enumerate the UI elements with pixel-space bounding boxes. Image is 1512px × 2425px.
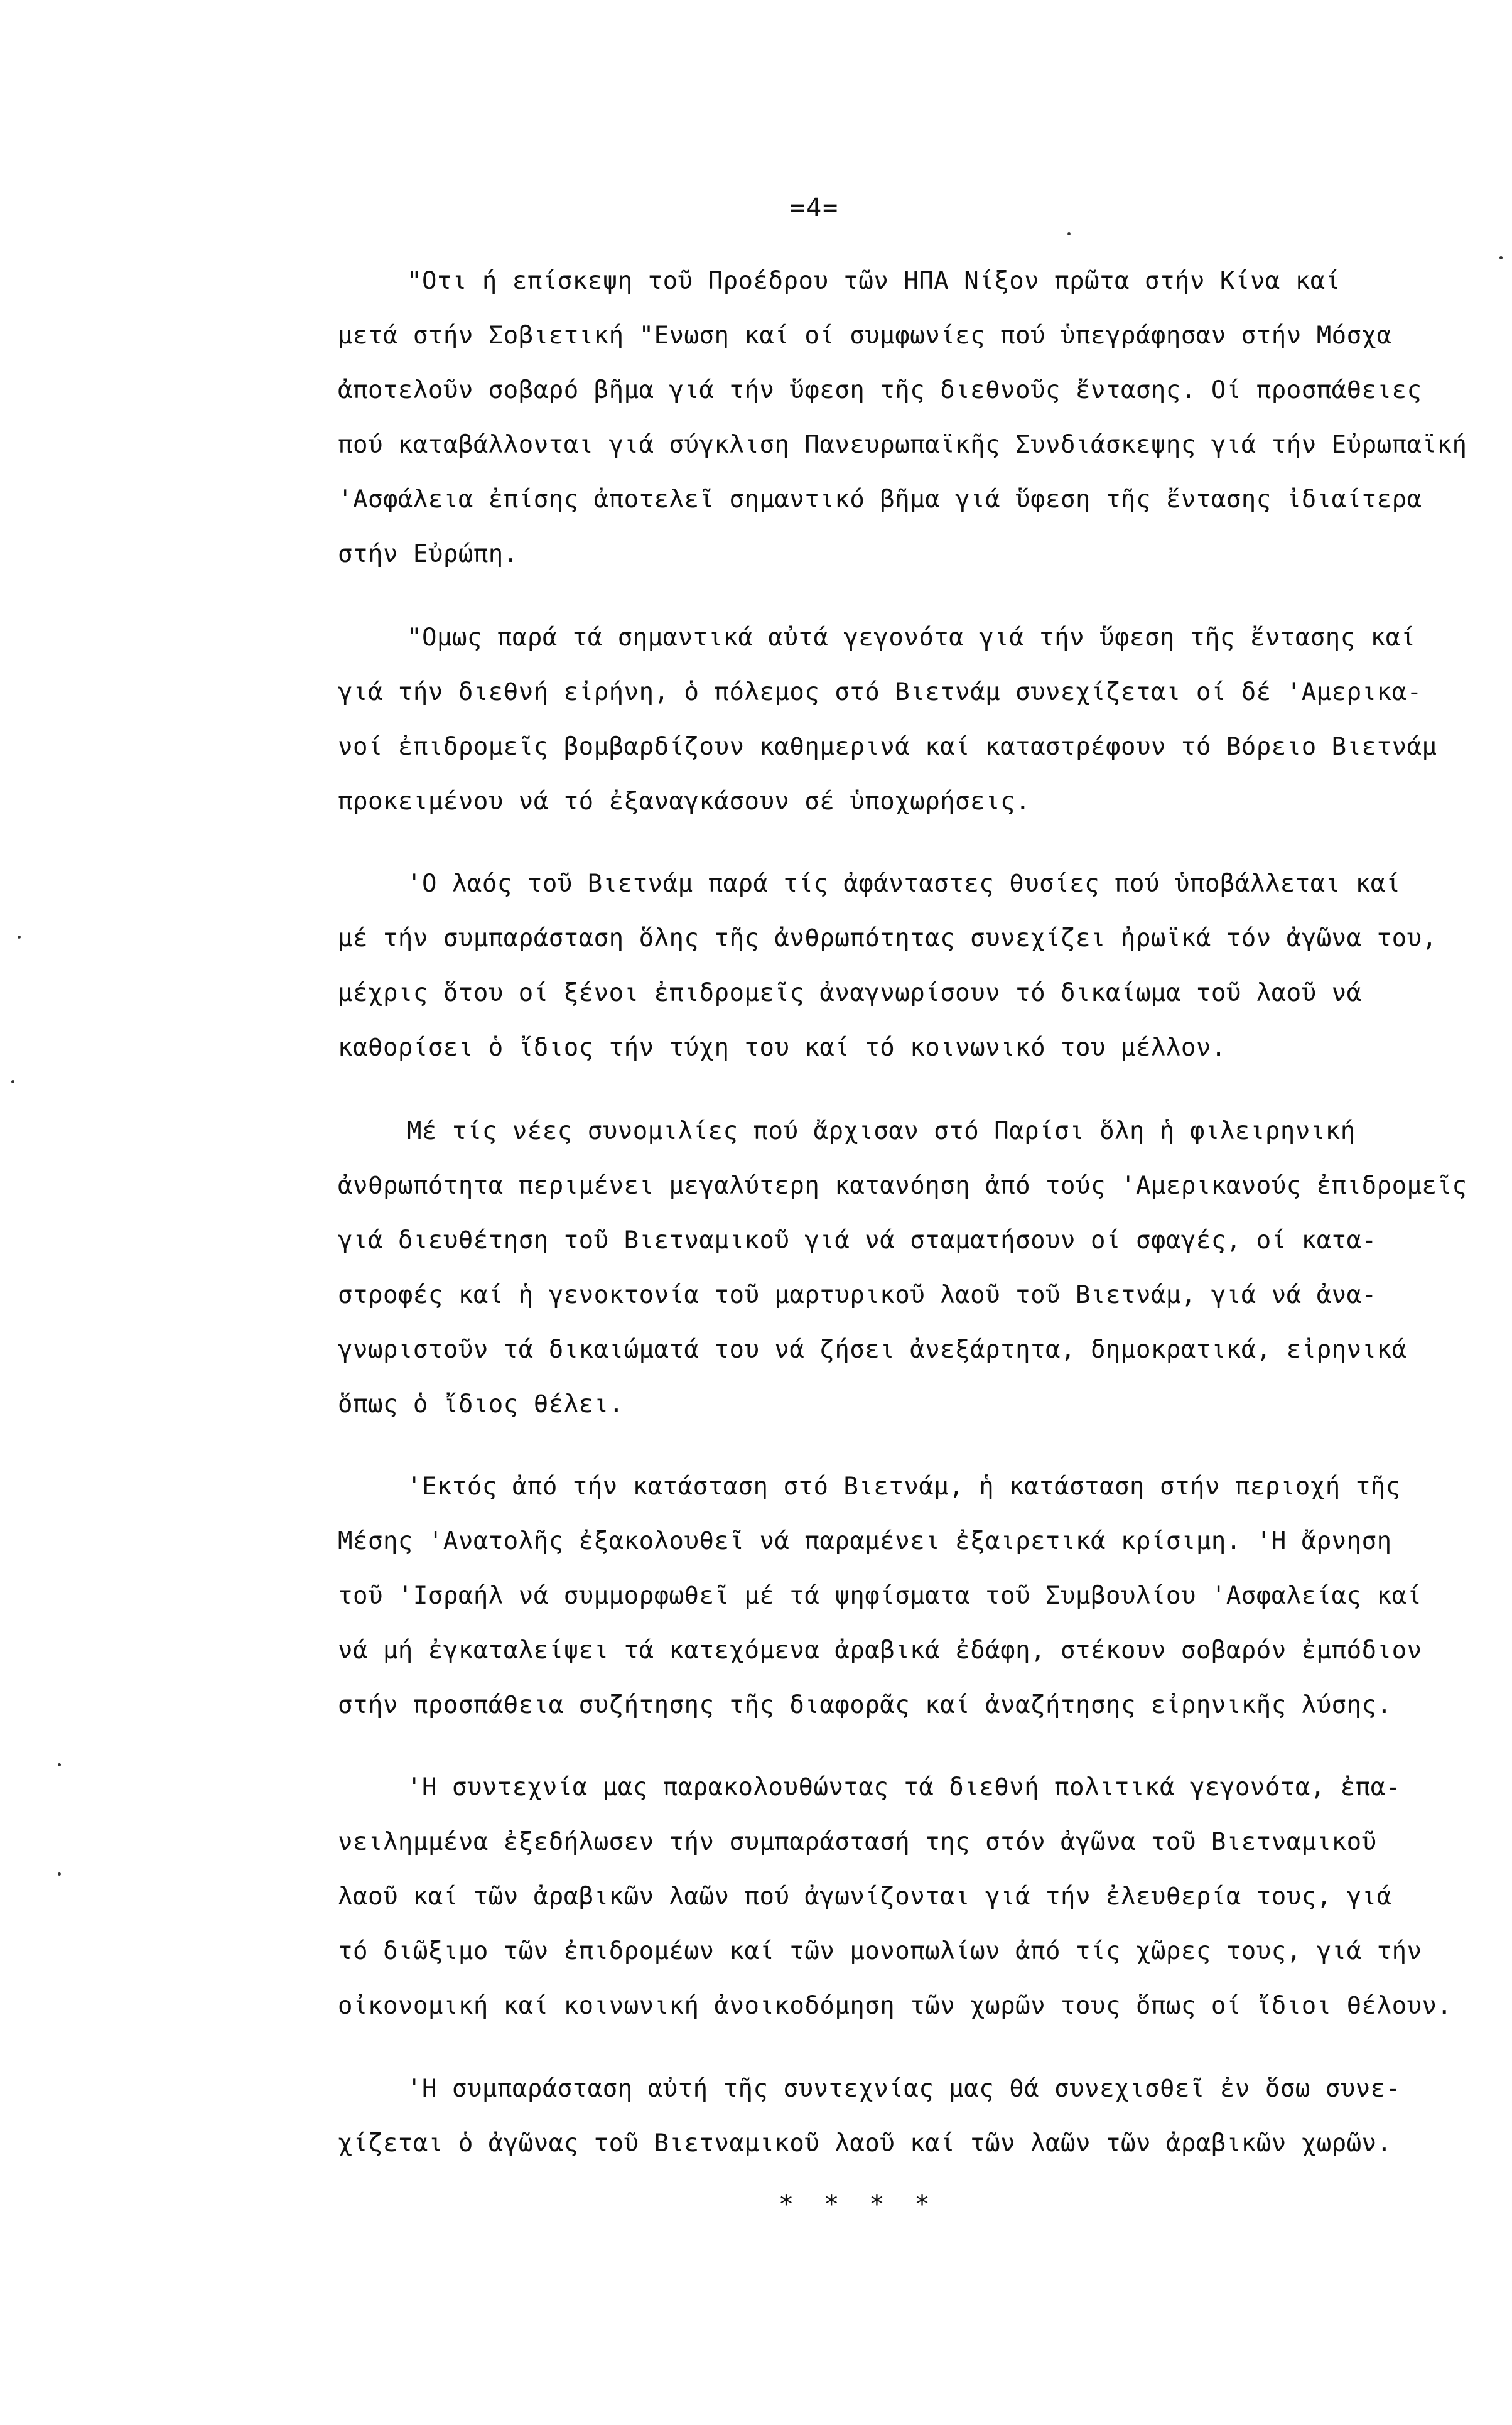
scan-speck [1067,232,1071,235]
paragraph-1-line-2: μετά στήν Σοβιετική "Ενωση καί οί συμφωνίες πού ὑπεγράφησαν στήν Μόσχα [338,321,1392,350]
scan-speck [11,1080,14,1083]
paragraph-3-line-3: μέχρις ὅτου οί ξένοι ἐπιδρομεῖς ἀναγνωρίσουν τό δικαίωμα τοῦ λαοῦ νά [338,979,1362,1007]
scan-speck [18,936,21,939]
paragraph-4-line-2: ἀνθρωπότητα περιμένει μεγαλύτερη κατανόηση ἀπό τούς 'Αμερικανούς ἐπιδρομεῖς [338,1172,1467,1200]
paragraph-6-line-5: οἰκονομική καί κοινωνική ἀνοικοδόμηση τῶν χωρῶν τους ὅπως οί ἴδιοι θέλουν. [338,1992,1452,2020]
scan-speck [1499,256,1503,259]
scan-speck [58,1763,61,1766]
paragraph-1-line-3: ἀποτελοῦν σοβαρό βῆμα γιά τήν ὕφεση τῆς διεθνοῦς ἔντασης. Οί προσπάθειες [338,376,1422,404]
paragraph-4-line-4: στροφές καί ἡ γενοκτονία τοῦ μαρτυρικοῦ λαοῦ τοῦ Βιετνάμ, γιά νά ἀνα- [338,1281,1377,1309]
paragraph-2-line-4: προκειμένου νά τό ἐξαναγκάσουν σέ ὑποχωρήσεις. [338,787,1031,816]
paragraph-2-line-2: γιά τήν διεθνή εἰρήνη, ὁ πόλεμος στό Βιετνάμ συνεχίζεται οί δέ 'Αμερικα- [338,678,1422,706]
paragraph-7-line-2: χίζεται ὁ ἀγῶνας τοῦ Βιετναμικοῦ λαοῦ καί τῶν λαῶν τῶν ἀραβικῶν χωρῶν. [338,2129,1392,2158]
paragraph-4-line-6: ὅπως ὁ ἴδιος θέλει. [338,1390,624,1418]
paragraph-6-line-1: 'Η συντεχνία μας παρακολουθώντας τά διεθνή πολιτικά γεγονότα, ἐπα- [407,1773,1401,1801]
paragraph-3-line-4: καθορίσει ὁ ἴδιος τήν τύχη του καί τό κοινωνικό του μέλλον. [338,1034,1226,1062]
paragraph-7-line-1: 'Η συμπαράσταση αὐτή τῆς συντεχνίας μας θά συνεχισθεῖ ἐν ὅσω συνε- [407,2075,1401,2103]
paragraph-5-line-5: στήν προσπάθεια συζήτησης τῆς διαφορᾶς καί ἀναζήτησης εἰρηνικῆς λύσης. [338,1691,1392,1719]
paragraph-5-line-3: τοῦ 'Ισραήλ νά συμμορφωθεῖ μέ τά ψηφίσματα τοῦ Συμβουλίου 'Ασφαλείας καί [338,1582,1422,1610]
closing-asterisks: * * * * [779,2190,937,2219]
paragraph-6-line-4: τό διῶξιμο τῶν ἐπιδρομέων καί τῶν μονοπωλίων ἀπό τίς χῶρες τους, γιά τήν [338,1937,1422,1965]
paragraph-1-line-6: στήν Εὐρώπη. [338,540,519,568]
paragraph-6-line-3: λαοῦ καί τῶν ἀραβικῶν λαῶν πού ἀγωνίζονται γιά τήν ἐλευθερία τους, γιά [338,1882,1392,1911]
paragraph-5-line-2: Μέσης 'Ανατολῆς ἐξακολουθεῖ νά παραμένει ἐξαιρετικά κρίσιμη. 'Η ἄρνηση [338,1527,1392,1555]
page-number: =4= [790,193,840,222]
paragraph-1-line-5: 'Ασφάλεια ἐπίσης ἀποτελεῖ σημαντικό βῆμα γιά ὕφεση τῆς ἔντασης ἰδιαίτερα [338,485,1422,514]
paragraph-5-line-4: νά μή ἐγκαταλείψει τά κατεχόμενα ἀραβικά ἐδάφη, στέκουν σοβαρόν ἐμπόδιον [338,1636,1422,1665]
paragraph-3-line-2: μέ τήν συμπαράσταση ὅλης τῆς ἀνθρωπότητας συνεχίζει ἠρωϊκά τόν ἀγῶνα του, [338,924,1437,953]
paragraph-1-line-4: πού καταβάλλονται γιά σύγκλιση Πανευρωπαϊκῆς Συνδιάσκεψης γιά τήν Εὐρωπαϊκή [338,431,1467,459]
paragraph-2-line-1: "Ομως παρά τά σημαντικά αὐτά γεγονότα γιά τήν ὕφεση τῆς ἔντασης καί [407,624,1416,652]
scan-speck [58,1872,61,1876]
paragraph-5-line-1: 'Εκτός ἀπό τήν κατάσταση στό Βιετνάμ, ἡ κατάσταση στήν περιοχή τῆς [407,1472,1401,1501]
paragraph-3-line-1: 'Ο λαός τοῦ Βιετνάμ παρά τίς ἀφάνταστες θυσίες πού ὑποβάλλεται καί [407,870,1401,898]
paragraph-4-line-1: Μέ τίς νέες συνομιλίες πού ἄρχισαν στό Παρίσι ὅλη ἡ φιλειρηνική [407,1117,1356,1145]
paragraph-4-line-5: γνωριστοῦν τά δικαιώματά του νά ζήσει ἀνεξάρτητα, δημοκρατικά, εἰρηνικά [338,1336,1407,1364]
paragraph-1-line-1: "Οτι ή επίσκεψη τοῦ Προέδρου τῶν ΗΠΑ Νίξον πρῶτα στήν Κίνα καί [407,267,1341,295]
paragraph-4-line-3: γιά διευθέτηση τοῦ Βιετναμικοῦ γιά νά σταματήσουν οί σφαγές, οί κατα- [338,1226,1377,1255]
paragraph-2-line-3: νοί ἐπιδρομεῖς βομβαρδίζουν καθημερινά καί καταστρέφουν τό Βόρειο Βιετνάμ [338,733,1437,761]
paragraph-6-line-2: νειλημμένα ἐξεδήλωσεν τήν συμπαράστασή της στόν ἀγῶνα τοῦ Βιετναμικοῦ [338,1828,1377,1856]
